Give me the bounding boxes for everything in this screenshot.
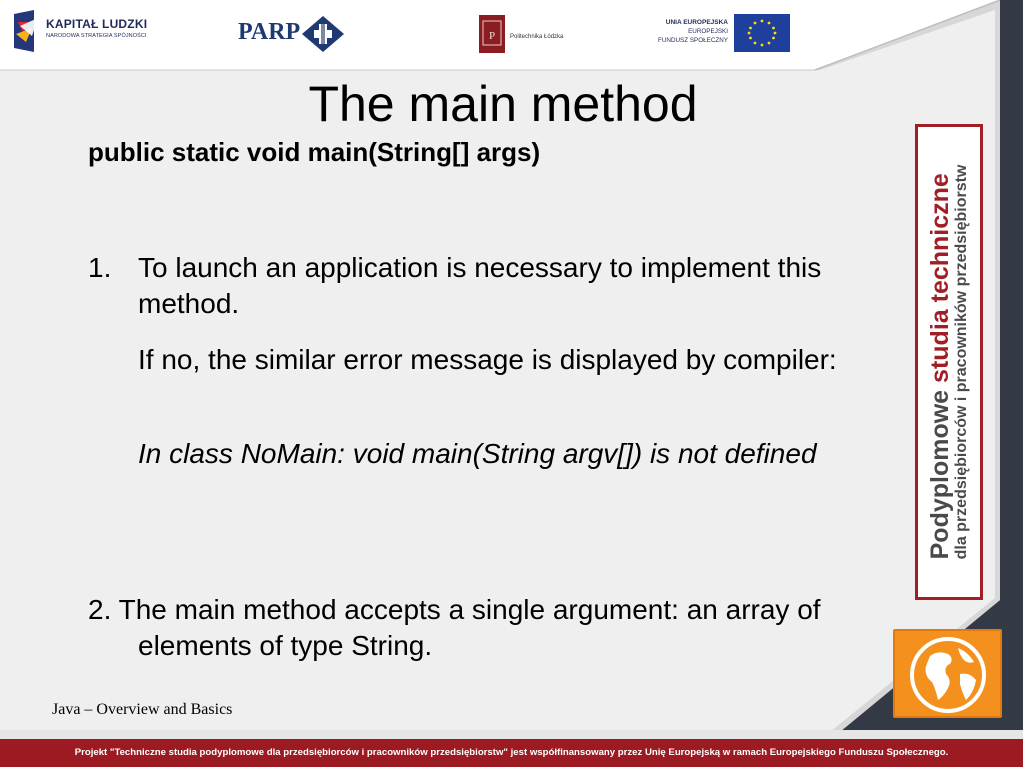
program-brand-text bbox=[927, 165, 971, 560]
parp-logo-icon bbox=[302, 16, 344, 52]
error-note: If no, the similar error message is displayed by compiler: bbox=[138, 344, 837, 375]
eu-flag-icon bbox=[734, 14, 790, 52]
eu-fund-label bbox=[630, 18, 728, 45]
list-item-1-number: 1. bbox=[88, 252, 112, 283]
brand-word-podyplomowe: Podyplomowe bbox=[926, 389, 954, 560]
politechnika-crest-icon bbox=[479, 15, 505, 53]
globe-logo bbox=[893, 629, 1002, 718]
presentation-footer-label: Java – Overview and Basics bbox=[52, 701, 233, 718]
brand-word-studia: studia bbox=[926, 309, 954, 383]
error-message: In class NoMain: void main(String argv[]) is not defined bbox=[138, 438, 817, 469]
method-signature: public static void main(String[] args) bbox=[88, 137, 541, 167]
program-brand-box bbox=[915, 124, 983, 600]
politechnika-name: Politechnika Łódzka bbox=[510, 34, 564, 40]
kapital-ludzki-title: KAPITAŁ LUDZKI bbox=[46, 17, 148, 31]
list-item-1 bbox=[88, 250, 848, 322]
globe-icon bbox=[908, 634, 988, 714]
eu-label-line3: FUNDUSZ SPOŁECZNY bbox=[658, 37, 728, 44]
slide-title: The main method bbox=[308, 76, 698, 132]
project-footer-text: Projekt "Techniczne studia podyplomowe dla przedsiębiorców i pracowników przedsiębiorstw" jest współfinansowany przez Unię Europejską w ramach Europejskiego Funduszu Społecznego. bbox=[74, 747, 949, 758]
kapital-ludzki-icon bbox=[12, 8, 46, 54]
list-item-2: 2. The main method accepts a single argument: an array of elements of type String. bbox=[88, 594, 821, 661]
brand-word-techniczne: techniczne bbox=[926, 173, 954, 303]
svg-text:P: P bbox=[488, 30, 496, 42]
brand-line-2: dla przedsiębiorców i pracowników przedsiębiorstw bbox=[953, 164, 970, 560]
eu-label-line1: UNIA EUROPEJSKA bbox=[665, 19, 728, 26]
list-item-1-text: To launch an application is necessary to implement this method. bbox=[138, 252, 822, 319]
eu-label-line2: EUROPEJSKI bbox=[688, 28, 728, 35]
kapital-ludzki-subtitle: NARODOWA STRATEGIA SPÓJNOŚCI bbox=[46, 33, 147, 39]
header-logos bbox=[0, 0, 1023, 70]
parp-logo-text: PARP bbox=[238, 19, 301, 45]
